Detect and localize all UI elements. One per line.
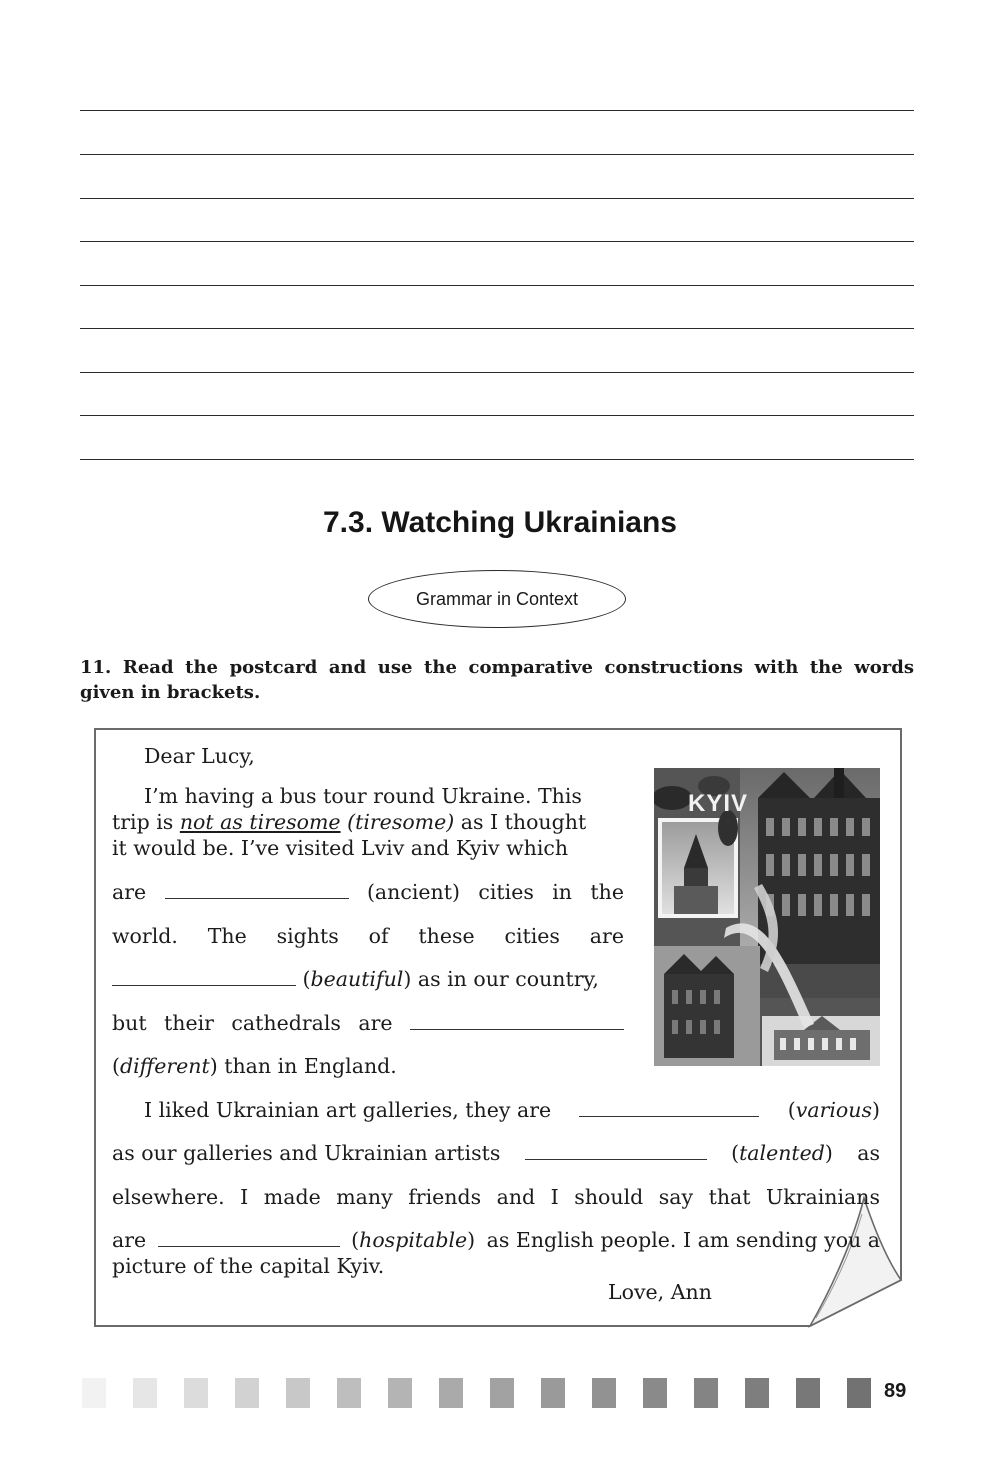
word-hint: (tiresome) (347, 810, 455, 834)
signature: Love, Ann (608, 1280, 712, 1304)
task-line-2: given in brackets. (80, 682, 261, 703)
strip-box (184, 1378, 208, 1408)
greeting: Dear Lucy, (144, 744, 255, 768)
paragraph-1-line-3: it would be. I’ve visited Lviv and Kyiv which (112, 836, 569, 860)
kyiv-photo-collage (654, 768, 880, 1066)
paragraph-2-line-1 (144, 1098, 880, 1122)
text-span: the (590, 880, 624, 904)
example-answer: not as tiresome (179, 810, 341, 834)
kyiv-label: KYIV (688, 790, 749, 817)
text-span: as English people. I am sending you a (486, 1228, 880, 1252)
paragraph-2-line-4 (112, 1228, 880, 1252)
writing-line (80, 241, 914, 242)
paragraph-1-line-7 (112, 1011, 624, 1035)
paragraph-2-line-3: elsewhere. I made many friends and I should say that Ukrainians (112, 1185, 880, 1209)
writing-line (80, 328, 914, 329)
strip-box (439, 1378, 463, 1408)
text-span: than in England. (224, 1054, 397, 1078)
text-span: I liked Ukrainian art galleries, they are (144, 1098, 552, 1122)
strip-box (847, 1378, 871, 1408)
text-span: as (857, 1141, 880, 1165)
text-span: cities (478, 880, 534, 904)
word-hint: various (795, 1098, 872, 1122)
strip-box (133, 1378, 157, 1408)
writing-line (80, 154, 914, 155)
writing-line (80, 198, 914, 199)
text-span: trip is (112, 810, 174, 834)
text-span: are (589, 924, 624, 948)
text-span: The (207, 924, 247, 948)
text-span: cathedrals (231, 1011, 341, 1035)
strip-box (592, 1378, 616, 1408)
strip-box (490, 1378, 514, 1408)
grammar-in-context-badge (368, 570, 626, 628)
word-hint: hospitable (359, 1228, 468, 1252)
task-line-1: 11. Read the postcard and use the comparative constructions with the words (80, 657, 914, 678)
answer-blank-beautiful[interactable] (112, 967, 296, 986)
answer-blank-hospitable[interactable] (158, 1228, 340, 1247)
postcard (94, 728, 902, 1328)
text-span: these (418, 924, 475, 948)
word-hint: (ancient) (366, 880, 460, 904)
writing-line (80, 110, 914, 111)
strip-box (337, 1378, 361, 1408)
text-span: are (358, 1011, 393, 1035)
answer-blank-different[interactable] (410, 1011, 624, 1030)
answer-blank-ancient[interactable] (165, 880, 349, 899)
word-hint: different (120, 1054, 210, 1078)
paragraph-2-line-5: picture of the capital Kyiv. (112, 1254, 385, 1278)
answer-blank-various[interactable] (579, 1098, 759, 1117)
writing-line (80, 372, 914, 373)
text-span: world. (112, 924, 178, 948)
paragraph-1-line-1: I’m having a bus tour round Ukraine. This (144, 784, 582, 808)
text-span: are (112, 880, 147, 904)
strip-box (286, 1378, 310, 1408)
footer-decorative-strip (48, 1378, 878, 1408)
text-span: are (112, 1228, 147, 1252)
paragraph-2-line-2 (112, 1141, 880, 1165)
strip-box (388, 1378, 412, 1408)
strip-box (796, 1378, 820, 1408)
text-span: as in our country, (417, 967, 599, 991)
writing-line (80, 415, 914, 416)
text-span: cities (504, 924, 560, 948)
text-span: of (368, 924, 389, 948)
strip-box (745, 1378, 769, 1408)
strip-box (643, 1378, 667, 1408)
strip-box (541, 1378, 565, 1408)
text-span: in (552, 880, 572, 904)
paragraph-1-line-4 (112, 880, 624, 904)
word-hint-group: (various) (787, 1098, 880, 1122)
strip-box (694, 1378, 718, 1408)
paragraph-1-line-6: (beautiful) as in our country, (112, 967, 599, 991)
task-instructions (80, 655, 914, 705)
badge-label: Grammar in Context (415, 588, 579, 609)
paragraph-1-line-2 (112, 810, 586, 834)
text-span: as I thought (460, 810, 587, 834)
paragraph-1-line-8: (different) than in England. (112, 1054, 397, 1078)
answer-blank-talented[interactable] (525, 1141, 707, 1160)
text-span: their (164, 1011, 214, 1035)
writing-line (80, 285, 914, 286)
paragraph-1-line-5 (112, 924, 624, 948)
word-hint-group: (hospitable) (351, 1228, 476, 1252)
word-hint-group: (talented) (731, 1141, 833, 1165)
section-title: 7.3. Watching Ukrainians (323, 506, 677, 539)
page-number: 89 (884, 1380, 907, 1402)
writing-line (80, 459, 914, 460)
text-span: as our galleries and Ukrainian artists (112, 1141, 501, 1165)
text-span: but (112, 1011, 147, 1035)
strip-box (82, 1378, 106, 1408)
strip-box (235, 1378, 259, 1408)
word-hint: beautiful (310, 967, 404, 991)
text-span: sights (276, 924, 339, 948)
word-hint: talented (739, 1141, 825, 1165)
